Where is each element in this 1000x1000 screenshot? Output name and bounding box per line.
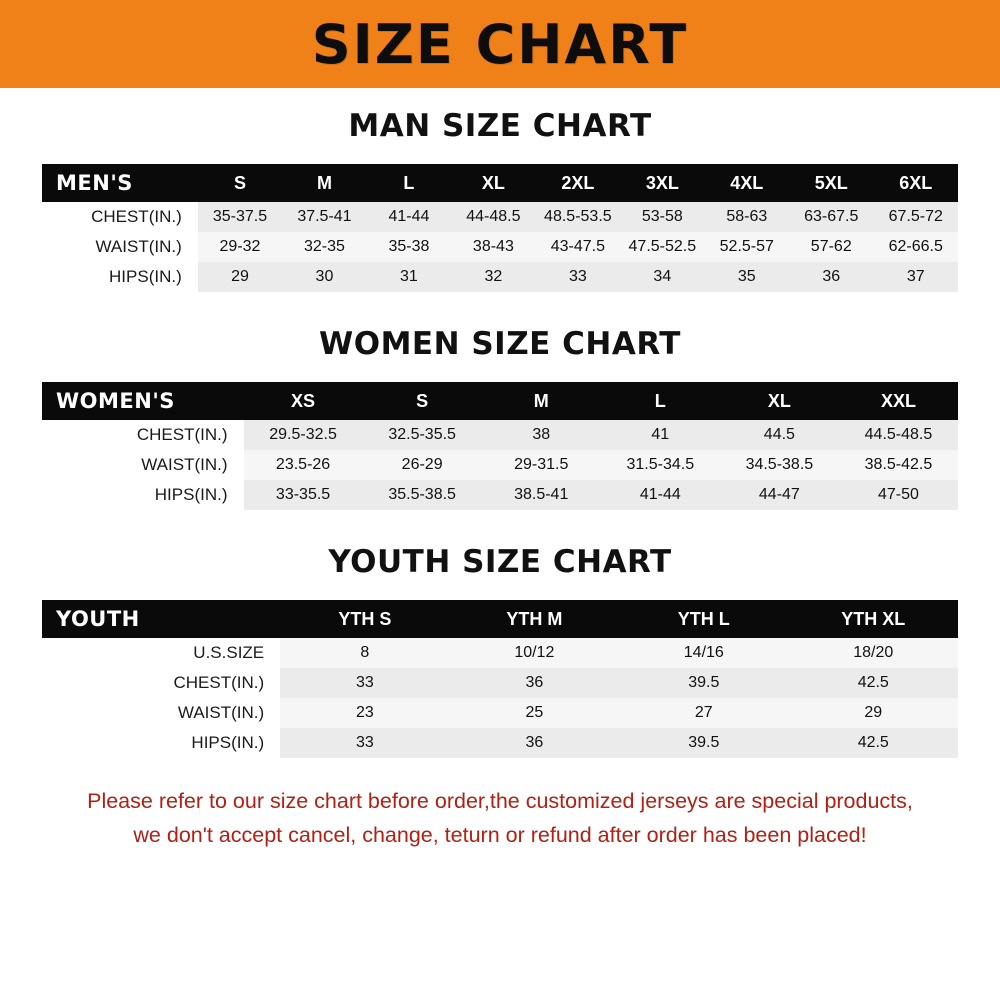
table-row [42, 450, 958, 480]
cell: 67.5-72 [874, 202, 959, 232]
table-row [42, 202, 958, 232]
column-header: YTH XL [789, 600, 958, 638]
women-section-title: WOMEN SIZE CHART [319, 326, 681, 362]
cell: 35.5-38.5 [363, 480, 482, 510]
column-header: YTH S [280, 600, 449, 638]
cell: 38.5-41 [482, 480, 601, 510]
cell: 39.5 [619, 668, 788, 698]
table-row [42, 480, 958, 510]
cell: 26-29 [363, 450, 482, 480]
cell: 58-63 [705, 202, 789, 232]
cell: 41-44 [367, 202, 451, 232]
cell: 25 [450, 698, 619, 728]
cell: 18/20 [789, 638, 958, 668]
cell: 47-50 [839, 480, 958, 510]
table-row [42, 420, 958, 450]
cell: 38.5-42.5 [839, 450, 958, 480]
cell: 36 [450, 668, 619, 698]
column-header: 6XL [874, 164, 959, 202]
cell: 32-35 [282, 232, 366, 262]
cell: 62-66.5 [874, 232, 959, 262]
cell: 34 [620, 262, 704, 292]
footer-note [0, 784, 1000, 852]
row-label: WAIST(IN.) [177, 703, 265, 722]
youth-corner-label: YOUTH [42, 600, 280, 638]
header-banner [0, 0, 1000, 88]
column-header: S [198, 164, 282, 202]
cell: 33 [280, 728, 449, 758]
cell: 43-47.5 [536, 232, 620, 262]
table-row [42, 668, 958, 698]
column-header: XL [720, 382, 839, 420]
cell: 44.5 [720, 420, 839, 450]
cell: 52.5-57 [705, 232, 789, 262]
youth-section-title: YOUTH SIZE CHART [328, 544, 672, 580]
cell: 42.5 [789, 668, 958, 698]
cell: 31.5-34.5 [601, 450, 720, 480]
row-label: WAIST(IN.) [141, 455, 228, 474]
footer-note-line-2: we don't accept cancel, change, teturn or refund after order has been placed! [133, 823, 867, 847]
row-label: CHEST(IN.) [91, 207, 182, 226]
row-label: HIPS(IN.) [109, 267, 182, 286]
cell: 30 [282, 262, 366, 292]
cell: 35-37.5 [198, 202, 282, 232]
table-header-row [42, 600, 958, 638]
man-section-title: MAN SIZE CHART [348, 108, 652, 144]
man-corner-label: MEN'S [42, 164, 198, 202]
column-header: 2XL [536, 164, 620, 202]
column-header: YTH L [619, 600, 788, 638]
column-header: YTH M [450, 600, 619, 638]
cell: 34.5-38.5 [720, 450, 839, 480]
cell: 29-31.5 [482, 450, 601, 480]
cell: 44.5-48.5 [839, 420, 958, 450]
cell: 38-43 [451, 232, 535, 262]
footer-note-line-1: Please refer to our size chart before order,the customized jerseys are special products, [87, 789, 913, 813]
cell: 8 [280, 638, 449, 668]
cell: 36 [789, 262, 873, 292]
cell: 37.5-41 [282, 202, 366, 232]
table-row [42, 728, 958, 758]
cell: 63-67.5 [789, 202, 873, 232]
cell: 39.5 [619, 728, 788, 758]
cell: 33 [536, 262, 620, 292]
table-row [42, 232, 958, 262]
youth-chart-wrap [0, 600, 1000, 758]
women-corner-label: WOMEN'S [42, 382, 244, 420]
man-size-table [42, 164, 958, 292]
youth-size-table [42, 600, 958, 758]
cell: 35-38 [367, 232, 451, 262]
column-header: M [482, 382, 601, 420]
cell: 29 [789, 698, 958, 728]
cell: 29 [198, 262, 282, 292]
cell: 42.5 [789, 728, 958, 758]
table-row [42, 638, 958, 668]
cell: 44-47 [720, 480, 839, 510]
row-label: HIPS(IN.) [154, 485, 228, 504]
cell: 35 [705, 262, 789, 292]
cell: 44-48.5 [451, 202, 535, 232]
cell: 29-32 [198, 232, 282, 262]
column-header: XXL [839, 382, 958, 420]
table-header-row [42, 382, 958, 420]
column-header: XL [451, 164, 535, 202]
column-header: M [282, 164, 366, 202]
cell: 53-58 [620, 202, 704, 232]
table-row [42, 262, 958, 292]
cell: 37 [874, 262, 959, 292]
cell: 57-62 [789, 232, 873, 262]
table-header-row [42, 164, 958, 202]
women-chart-wrap [0, 382, 1000, 510]
women-size-table [42, 382, 958, 510]
cell: 14/16 [619, 638, 788, 668]
column-header: L [367, 164, 451, 202]
cell: 23.5-26 [244, 450, 363, 480]
cell: 41 [601, 420, 720, 450]
column-header: 5XL [789, 164, 873, 202]
table-row [42, 698, 958, 728]
cell: 36 [450, 728, 619, 758]
column-header: S [363, 382, 482, 420]
cell: 48.5-53.5 [536, 202, 620, 232]
cell: 38 [482, 420, 601, 450]
cell: 23 [280, 698, 449, 728]
row-label: CHEST(IN.) [173, 673, 265, 692]
cell: 47.5-52.5 [620, 232, 704, 262]
cell: 31 [367, 262, 451, 292]
cell: 29.5-32.5 [244, 420, 363, 450]
cell: 33 [280, 668, 449, 698]
cell: 32.5-35.5 [363, 420, 482, 450]
row-label: U.S.SIZE [193, 643, 265, 662]
cell: 10/12 [450, 638, 619, 668]
cell: 33-35.5 [244, 480, 363, 510]
column-header: 4XL [705, 164, 789, 202]
cell: 27 [619, 698, 788, 728]
cell: 41-44 [601, 480, 720, 510]
man-chart-wrap [0, 164, 1000, 292]
row-label: CHEST(IN.) [136, 425, 228, 444]
column-header: XS [244, 382, 363, 420]
page-title: SIZE CHART [311, 12, 689, 76]
column-header: 3XL [620, 164, 704, 202]
row-label: HIPS(IN.) [191, 733, 265, 752]
row-label: WAIST(IN.) [95, 237, 182, 256]
column-header: L [601, 382, 720, 420]
cell: 32 [451, 262, 535, 292]
